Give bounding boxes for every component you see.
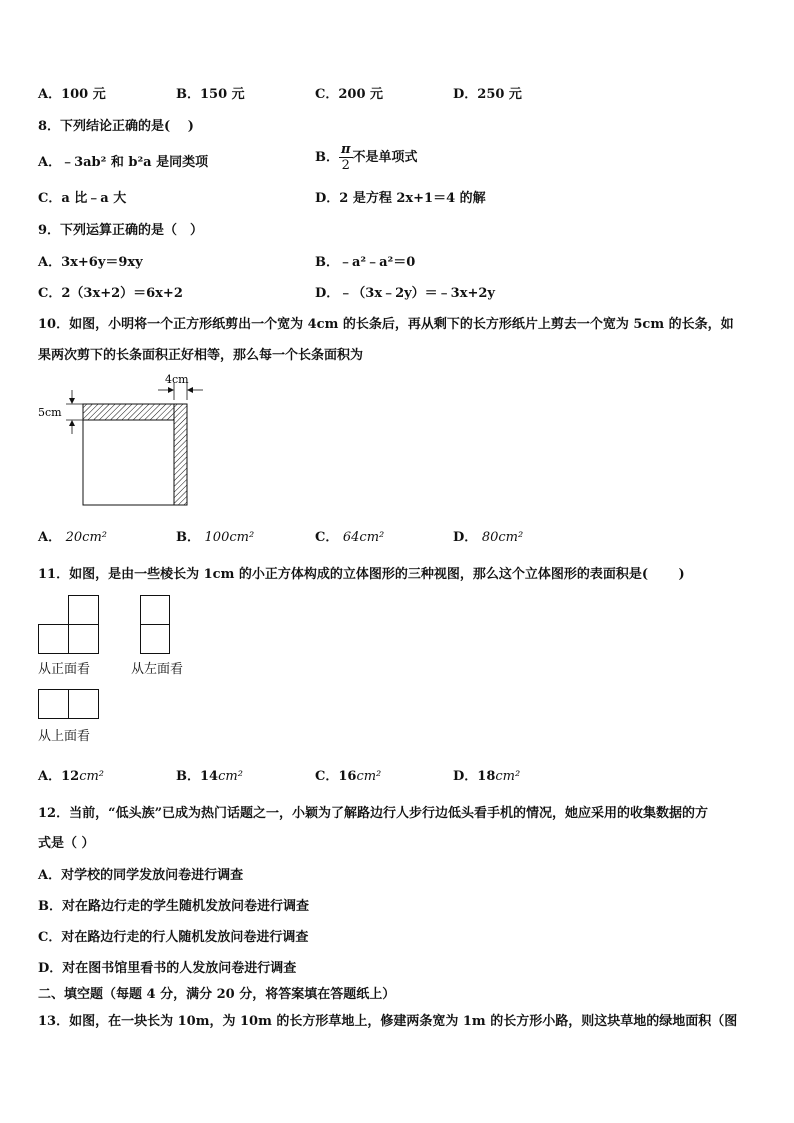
q11-option-d bbox=[453, 765, 520, 784]
q10-option-b-prefix: B． bbox=[176, 530, 200, 545]
q10-option-a bbox=[38, 526, 107, 545]
q9-stem: 9．下列运算正确的是（ ） bbox=[38, 223, 204, 238]
top-strip bbox=[83, 404, 174, 420]
q11-left-view bbox=[140, 595, 171, 655]
q10-option-c-value: 64cm² bbox=[342, 530, 385, 545]
q10-figure bbox=[30, 370, 220, 510]
q9-option-b: B．﹣a²﹣a²＝0 bbox=[315, 255, 416, 270]
q7-option-a: A．100 元 bbox=[38, 87, 106, 102]
q11-option-c bbox=[315, 765, 381, 784]
q8-option-b-prefix: B． bbox=[315, 150, 339, 165]
q11-front-view bbox=[38, 595, 100, 655]
q11-option-b-prefix: B．14 bbox=[176, 769, 219, 784]
q12-option-a: A．对学校的同学发放问卷进行调查 bbox=[38, 868, 244, 883]
q11-option-a bbox=[38, 765, 104, 784]
section-2-title: 二、填空题（每题 4 分，满分 20 分，将答案填在答题纸上） bbox=[38, 987, 396, 1002]
fraction-denominator: 2 bbox=[341, 158, 350, 173]
right-strip bbox=[174, 404, 187, 505]
q13-stem: 13．如图，在一块长为 10m，为 10m 的长方形草地上，修建两条宽为 1m 的长方形小路，则这块草地的绿地面积（图 bbox=[38, 1014, 738, 1029]
q10-option-d bbox=[453, 526, 523, 545]
q10-option-d-prefix: D． bbox=[453, 530, 478, 545]
q10-option-d-value: 80cm² bbox=[481, 530, 524, 545]
pi-over-2-fraction bbox=[339, 143, 353, 172]
q11-option-b-unit: cm² bbox=[218, 769, 243, 784]
q7-option-b: B．150 元 bbox=[176, 87, 245, 102]
fraction-numerator: π bbox=[341, 142, 351, 157]
label-4cm: 4cm bbox=[165, 373, 189, 386]
q10-stem-line2: 果两次剪下的长条面积正好相等，那么每一个长条面积为 bbox=[38, 348, 364, 363]
q11-option-a-prefix: A．12 bbox=[38, 769, 80, 784]
q11-front-label: 从正面看 bbox=[38, 662, 91, 677]
q11-option-d-unit: cm² bbox=[495, 769, 521, 784]
q12-stem-line2: 式是（ ） bbox=[38, 836, 95, 851]
q11-option-b bbox=[176, 765, 243, 784]
q9-option-a: A．3x+6y＝9xy bbox=[38, 255, 143, 270]
q11-option-a-unit: cm² bbox=[79, 769, 105, 784]
q8-option-d: D．2 是方程 2x+1＝4 的解 bbox=[315, 191, 486, 206]
q8-option-c: C．a 比﹣a 大 bbox=[38, 191, 127, 206]
q10-option-c bbox=[315, 526, 384, 545]
q10-stem-line1: 10．如图，小明将一个正方形纸剪出一个宽为 4cm 的长条后，再从剩下的长方形纸片上剪去一个宽为 5cm 的长条，如 bbox=[38, 317, 734, 332]
q12-stem-line1: 12．当前，“低头族”已成为热门话题之一，小颖为了解路边行人步行边低头看手机的情况，她应采用的收集数据的方 bbox=[38, 806, 709, 821]
q11-top-view bbox=[38, 689, 100, 720]
q9-option-c: C．2（3x+2）＝6x+2 bbox=[38, 286, 183, 301]
q11-option-c-prefix: C．16 bbox=[315, 769, 357, 784]
q11-option-d-prefix: D．18 bbox=[453, 769, 496, 784]
q11-option-c-unit: cm² bbox=[356, 769, 382, 784]
q12-option-c: C．对在路边行走的行人随机发放问卷进行调查 bbox=[38, 930, 309, 945]
q10-option-a-value: 20cm² bbox=[65, 530, 107, 545]
q11-left-label: 从左面看 bbox=[131, 662, 184, 677]
q11-top-label: 从上面看 bbox=[38, 729, 91, 744]
q8-stem: 8．下列结论正确的是( ) bbox=[38, 119, 194, 134]
label-5cm: 5cm bbox=[38, 406, 62, 419]
q10-option-c-prefix: C． bbox=[315, 530, 339, 545]
q12-option-b: B．对在路边行走的学生随机发放问卷进行调查 bbox=[38, 899, 309, 914]
q8-option-b-suffix: 不是单项式 bbox=[352, 150, 418, 165]
q10-option-b-value: 100cm² bbox=[204, 530, 255, 545]
q8-option-b bbox=[315, 143, 418, 172]
q7-option-d: D．250 元 bbox=[453, 87, 522, 102]
q12-option-d: D．对在图书馆里看书的人发放问卷进行调查 bbox=[38, 961, 297, 976]
q11-stem: 11．如图，是由一些棱长为 1cm 的小正方体构成的立体图形的三种视图，那么这个立体图形的表面积是( ) bbox=[38, 567, 685, 582]
q8-option-a: A．﹣3ab² 和 b²a 是同类项 bbox=[38, 155, 209, 170]
q10-option-a-prefix: A． bbox=[38, 530, 62, 545]
q7-option-c: C．200 元 bbox=[315, 87, 384, 102]
q10-option-b bbox=[176, 526, 254, 545]
q9-option-d: D．﹣（3x﹣2y）＝﹣3x+2y bbox=[315, 286, 495, 301]
